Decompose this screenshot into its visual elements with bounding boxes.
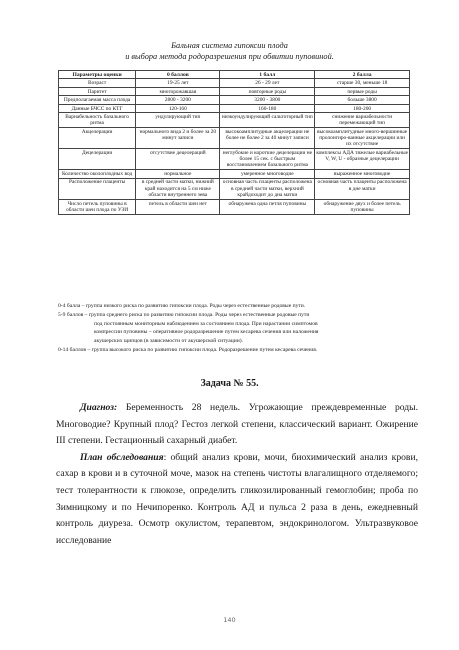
caption-line-2: и выбора метода родоразрешения при обвитии пуповиной.: [125, 52, 334, 61]
row-score-2: основная часть плаценты расположена в дне матки: [315, 178, 410, 199]
risk-notes: [58, 302, 414, 355]
row-score-0: в средней части матки, нижний край находится на 5 см ниже области внутреннего зева: [136, 178, 220, 199]
row-score-0: нормальное: [136, 170, 220, 178]
table-row: [59, 87, 410, 95]
note-mid-risk: 5-9 баллов – группа среднего риска по развитию гипоксии плода. Роды через естественные родовые пути: [58, 311, 310, 318]
row-param: Децелерации: [59, 149, 136, 170]
plan-text: : общий анализ крови, мочи, биохимический анализ крови, сахар в крови и в суточной моче, мазок на степень чистоты влагалищного отделяемого; тест толерантности к глюкозе, определить гликозилированный гемоглобин; проба по Зимницкому и по Нечипоренко. Контроль АД и пульса 2 раза в день, ежедневный контроль диуреза. Осмотр окулистом, терапевтом, эндокринологом. Ультразвуковое исследование: [56, 451, 418, 546]
table-caption: [0, 40, 459, 62]
row-score-1: низкоундулирующий сальтоторный тип: [220, 113, 315, 128]
row-score-1: 160-180: [220, 104, 315, 112]
note-mid-risk-cont: под постоянным мониторным наблюдением за состоянием плода. При нарастании симптомов: [94, 320, 318, 327]
row-score-1: повторные роды: [220, 87, 315, 95]
table-header-row: [59, 71, 410, 79]
row-score-0: петель в области шеи нет: [136, 199, 220, 214]
row-score-1: основная часть плаценты расположена в средней части матки, верхний крайдоходит до дна матки: [220, 178, 315, 199]
row-score-0: отсутствие децелераций: [136, 149, 220, 170]
row-score-2: больше 3800: [315, 96, 410, 104]
note-high-risk: 0-14 баллов – группа высокого риска по развитию гипоксии плода. Родоразрешение путем кесарева сечения.: [58, 346, 318, 353]
task-title: Задача № 55.: [200, 378, 259, 389]
table-row: [59, 128, 410, 149]
row-param: Количество околоплодных вод: [59, 170, 136, 178]
row-param: Вариабельность базального ритма: [59, 113, 136, 128]
row-score-2: 180-200: [315, 104, 410, 112]
row-score-0: 2800 - 3200: [136, 96, 220, 104]
table-row: [59, 170, 410, 178]
row-score-2: обнаружение двух и более петель пуповины: [315, 199, 410, 214]
row-score-2: комплексы АДА тяжелые вариабельные V, W, U - образные децелерации: [315, 149, 410, 170]
header-1-point: 1 балл: [220, 71, 315, 79]
row-param: Данные БЧСС по КТГ: [59, 104, 136, 112]
table-row: [59, 113, 410, 128]
row-score-2: высокоамплитудные много-вершинные пролонгиро-ванные акцелерации или их отсутствие: [315, 128, 410, 149]
row-score-1: 26 - 29 лет: [220, 79, 315, 87]
task-body: [56, 400, 418, 549]
note-mid-risk-cont: компрессии пуповины – оперативное родоразрешение путем кесарева сечения или наложения: [94, 329, 319, 336]
plan-label: План обследования: [80, 451, 164, 463]
row-score-1: высокоамплитудные акцелерации не более не более 2 за 40 минут записи: [220, 128, 315, 149]
row-score-0: ундулирующий тип: [136, 113, 220, 128]
table-row: [59, 178, 410, 199]
diagnosis-label: Диагноз:: [80, 402, 118, 413]
plan-paragraph: [56, 450, 418, 550]
row-param: Возраст: [59, 79, 136, 87]
table-row: [59, 149, 410, 170]
row-score-1: обнаружена одна петля пуповины: [220, 199, 315, 214]
row-score-2: выраженное многоводие: [315, 170, 410, 178]
row-param: Предполагаемая масса плода: [59, 96, 136, 104]
table-row: [59, 199, 410, 214]
row-score-1: 3200 - 3800: [220, 96, 315, 104]
row-score-0: многорожавшая: [136, 87, 220, 95]
row-param: Расположение плаценты: [59, 178, 136, 199]
note-mid-risk-cont: акушерских щипцов (в зависимости от акушерской ситуации).: [94, 338, 243, 345]
row-score-0: 120-160: [136, 104, 220, 112]
row-score-1: неглубокие и короткие децелерации не более 15 сек. с быстрым восстановлением базального ритма: [220, 149, 315, 170]
row-score-0: нормального вида 2 и более за 20 минут записи: [136, 128, 220, 149]
table-row: [59, 104, 410, 112]
note-low-risk: 0-4 балла – группа низкого риска по развитию гипоксии плода. Роды через естественные родовые пути.: [58, 303, 306, 309]
scoring-table: [58, 70, 410, 215]
row-score-2: снижение вариабельности перемежающий тип: [315, 113, 410, 128]
row-param: Число петель пуповины в области шеи плода по УЗИ: [59, 199, 136, 214]
row-score-1: умеренное многоводие: [220, 170, 315, 178]
row-param: Паритет: [59, 87, 136, 95]
header-0-points: 0 баллов: [136, 71, 220, 79]
row-param: Акцелерации: [59, 128, 136, 149]
table-row: [59, 79, 410, 87]
row-score-2: первые роды: [315, 87, 410, 95]
diagnosis-paragraph: [56, 400, 418, 450]
header-2-points: 2 балла: [315, 71, 410, 79]
diagnosis-text: Беременность 28 недель. Угрожающие преждевременные роды. Многоводие? Крупный плод? Гестоз легкой степени, классический вариант. Ожирение III степени. Гестационный сахарный диабет.: [56, 402, 418, 447]
table-row: [59, 96, 410, 104]
row-score-2: старше 30, меньше 18: [315, 79, 410, 87]
row-score-0: 19-25 лет: [136, 79, 220, 87]
caption-line-1: Бальная система гипоксии плода: [171, 41, 288, 50]
page-number: 140: [223, 616, 236, 624]
header-parameter: Параметры оценки: [59, 71, 136, 79]
